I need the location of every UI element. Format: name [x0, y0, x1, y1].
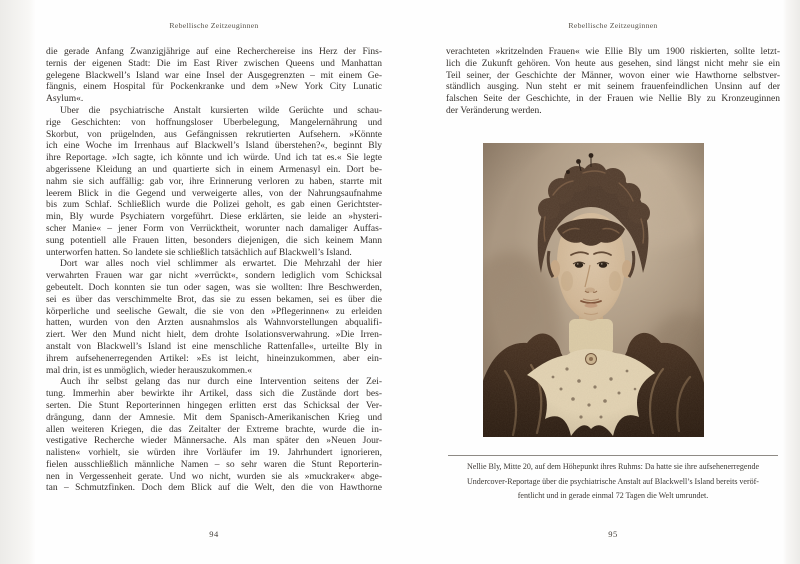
text-line: Asylum«. — [46, 94, 84, 105]
text-line: gelegene Blackwell’s Island war eine Insel der Ausgegrenzten – mit einem Ge- — [46, 70, 382, 81]
text-line: anstalt von Blackwell’s Island ist eine menschliche Rattenfalle«, urteilte Bly in — [46, 341, 382, 352]
text-line: bis zum Schlaf. Schließlich wurde die Polizei geholt, es gab einen Gerichtster- — [46, 200, 382, 211]
text-line: tan – Schmutzfinken. Doch dem Blick auf die Welt, den die von Hawthorne — [46, 483, 382, 494]
text-line: abgerissene Kleidung an und quartierte sich in einem Armenasyl ein. Dort be- — [46, 164, 382, 175]
caption-divider — [448, 455, 778, 456]
text-line: ternis der eigenen Stadt: Die im East River zwischen Queens und Manhattan — [46, 58, 382, 69]
page-94 — [46, 0, 382, 564]
portrait-photo-illustration — [483, 143, 704, 437]
figure-caption — [434, 460, 792, 504]
text-line: der Veränderung werden. — [446, 105, 542, 116]
text-line: ziert. Wer den Mund nicht hielt, dem drohte Isolationsverwahrung. »Die Irren- — [46, 330, 382, 341]
page-edge-left — [0, 0, 36, 564]
page-number-left: 94 — [209, 529, 219, 539]
text-line: serten. Die Stunt Reporterinnen hingegen erlitten erst das Schicksal der Ver- — [46, 400, 382, 411]
nellie-bly-portrait-photo — [483, 143, 704, 437]
text-line: scher Manie« – jener Form von Verrücktheit, worunter nach damaliger Auffas- — [46, 223, 382, 234]
text-line: körperliche und seelische Gewalt, die sie von den »Pflegerinnen« zu erleiden — [46, 306, 382, 317]
text-line: ich eine Woche im Irrenhaus auf Blackwell’s Island überstehen?«, beginnt Bly — [46, 141, 382, 152]
text-line: vestigative Recherche wieder Männersache. Als man später den »Neuen Jour- — [46, 436, 382, 447]
text-line: lich die Zukunft gehören. Von heute aus gesehen, sind längst nicht mehr sie ein — [446, 58, 780, 69]
text-line: allen weiteren Kriegen, die das Zeitalter der Extreme brachte, wurde die in- — [46, 424, 382, 435]
text-line: unterworfen hatten. So landete sie schließlich tatsächlich auf Blackwell’s Island. — [46, 247, 352, 258]
text-line: Dort war alles noch viel schlimmer als erwartet. Die Mehrzahl der hier — [60, 259, 382, 270]
caption-line: Nellie Bly, Mitte 20, auf dem Höhepunkt ihres Ruhms: Da hatte sie ihre aufsehenerregende — [466, 462, 760, 471]
page-95 — [446, 0, 780, 564]
text-line: verwahrten Frauen war gar nicht »verrückt«, sondern lediglich vom Schicksal — [46, 271, 382, 282]
text-line: leerem Blick in die Gegend und verweigerte alles, von der Nahrungsaufnahme — [46, 188, 382, 199]
text-line: Auch ihr selbst gelang das nur durch eine Intervention seitens der Zei- — [60, 377, 382, 388]
text-line: falschen Seite der Geschichte, in der Frauen wie Nellie Bly zu Kronzeuginnen — [446, 94, 780, 105]
caption-line: fentlicht und in gerade einmal 72 Tagen die Welt umrundet. — [517, 491, 709, 501]
text-line: gebeutelt. Doch konnten sie tun oder sagen, was sie wollten: Ihre Beschwerden, — [46, 282, 382, 293]
text-line: drängung, dann der Amnesie. Mit dem Spanisch-Amerikanischen Krieg und — [46, 412, 382, 423]
text-line: ihrem aufsehenerregenden Artikel: »Es ist leicht, hineinzukommen, aber ein- — [46, 353, 382, 364]
text-line: sung potentiell alle Frauen litten, besonders diejenigen, die sich keinem Mann — [46, 235, 382, 246]
text-line: Teil seiner, der Geschichte der Männer, wovon einer wie Hawthorne selbstver- — [446, 70, 780, 81]
text-line: sei es über das verschimmelte Brot, das sie zu essen bekamen, sei es über die — [46, 294, 382, 305]
text-line: mal drin, ist es unmöglich, wieder herauszukommen.« — [46, 365, 253, 376]
text-line: tung. Immerhin aber bewirkte ihr Artikel, dass sich die Zustände dort bes- — [46, 389, 382, 400]
text-line: rige Geschichten: von hoffnungsloser Überbelegung, Mangelernährung und — [46, 117, 382, 128]
text-line: verachteten »kritzelnden Frauen« wie Ellie Bly um 1900 riskierten, sollte letzt- — [446, 47, 780, 57]
text-line: nahm sie sich auffällig: gab vor, ihre Erinnerung verloren zu haben, starrte mit — [46, 176, 382, 187]
running-header-left: Rebellische Zeitzeuginnen — [169, 21, 259, 30]
text-line: min, Bly wurde Psychiatern vorgeführt. Diese erklärten, sie leide an »hysteri- — [46, 212, 382, 223]
text-line: fielen ausschließlich männliche Namen – so sehr waren die Stunt Reporterin- — [46, 459, 382, 470]
running-header-right: Rebellische Zeitzeuginnen — [568, 21, 658, 30]
caption-line: Undercover-Reportage über die psychiatrische Anstalt auf Blackwell’s Island bereits veröf- — [467, 476, 759, 486]
page-number-right: 95 — [608, 529, 618, 539]
text-line: fängnis, einem Hospital für Pockenkranke und dem »New York City Lunatic — [46, 82, 382, 93]
text-line: ihre Reportage. »Ich sagte, ich könnte und ich würde. Und ich tat es.« Sie legte — [46, 153, 382, 164]
body-text-column-left — [46, 47, 382, 495]
text-line: ständlich ausging. Nun steht er mit seinem frauenfeindlichen Unsinn auf der — [446, 82, 780, 93]
text-line: hatten, wurden von den Ärzten ausnahmslos als Wahnvorstellungen abqualifi- — [46, 318, 382, 329]
body-text-column-right — [446, 47, 780, 118]
text-line: nalisten« vorhielt, sie würden ihre Vorläufer im 19. Jahrhundert ignorieren, — [46, 448, 382, 459]
text-line: die gerade Anfang Zwanzigjährige auf eine Recherchereise ins Herz der Fins- — [46, 47, 382, 57]
text-line: Skorbut, von prügelnden, aus Gefängnissen rekrutierten Aufsehern. »Könnte — [46, 129, 382, 140]
text-line: nen in Vergessenheit gerate. Und wo nicht, wurden sie als »muckraker« abge- — [46, 471, 382, 482]
text-line: Über die psychiatrische Anstalt kursierten wilde Gerüchte und schau- — [60, 105, 382, 116]
